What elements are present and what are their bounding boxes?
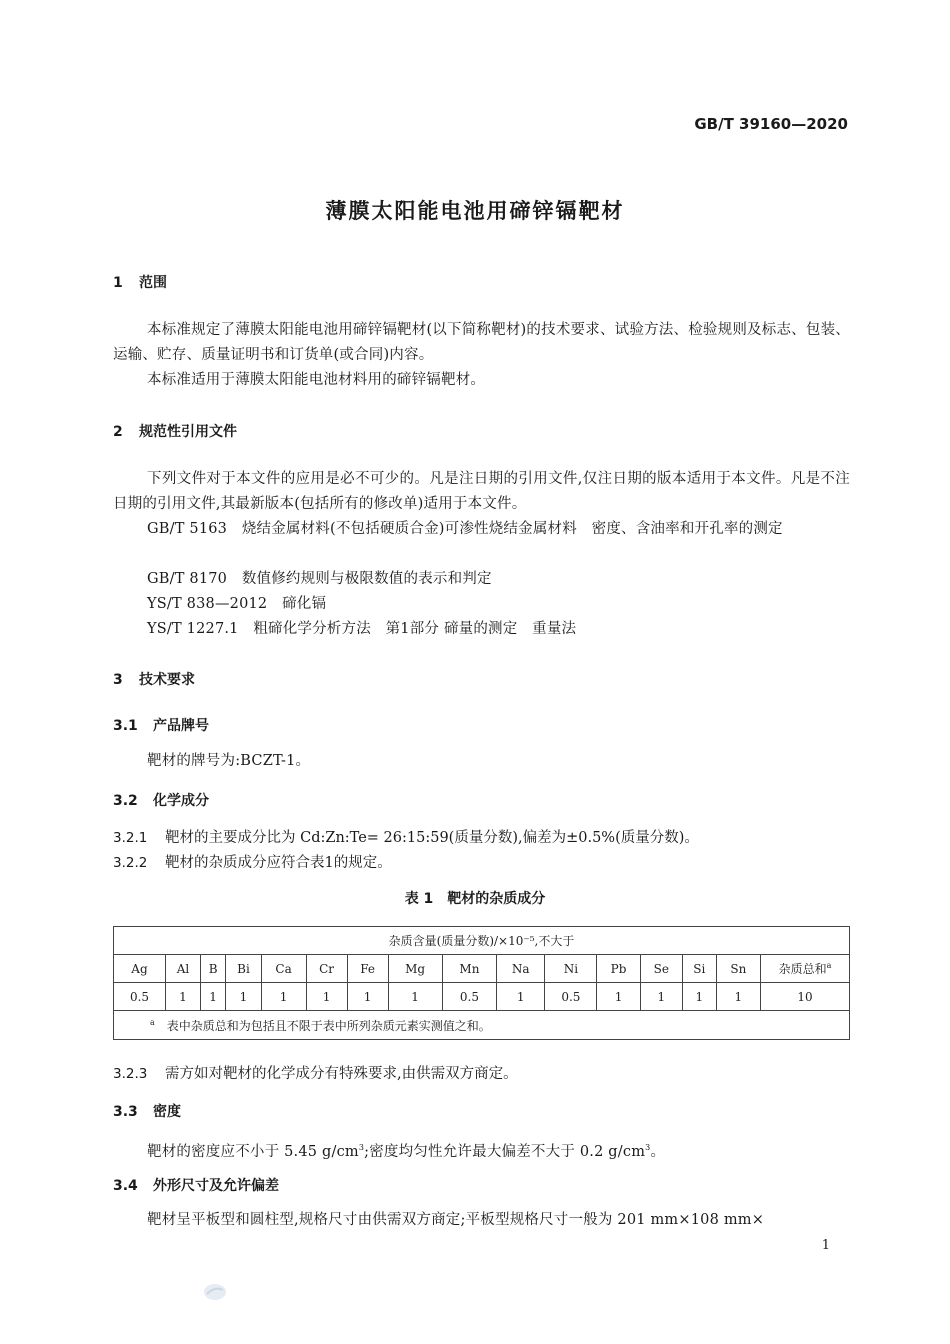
- clause-3-1-heading: [113, 715, 209, 735]
- clause-number: 3.3: [113, 1104, 138, 1120]
- column-header: Ni: [545, 955, 597, 983]
- reference-title: 碲化镉: [282, 596, 327, 612]
- footnote-marker: a: [826, 961, 832, 970]
- clause-text: 靶材的杂质成分应符合表1的规定。: [165, 855, 392, 871]
- clause-3-3-text: [147, 1135, 665, 1165]
- column-header: Se: [640, 955, 682, 983]
- clause-number: 3.2.1: [113, 830, 148, 846]
- column-header: Cr: [306, 955, 347, 983]
- column-header: Pb: [597, 955, 640, 983]
- table-group-header: 杂质含量(质量分数)/×10⁻⁵,不大于: [114, 927, 850, 955]
- clause-title: 产品牌号: [153, 718, 209, 734]
- clause-number: 3.2: [113, 793, 138, 809]
- clause-number: 3.2.3: [113, 1066, 148, 1082]
- column-header: Na: [497, 955, 545, 983]
- section-1-paragraph-2: 本标准适用于薄膜太阳能电池材料用的碲锌镉靶材。: [147, 372, 486, 388]
- clause-3-4-heading: [113, 1175, 279, 1195]
- document-title: 薄膜太阳能电池用碲锌镉靶材: [325, 199, 625, 223]
- clause-title: 密度: [153, 1104, 181, 1120]
- table-cell: 1: [306, 983, 347, 1011]
- section-title: 规范性引用文件: [139, 424, 237, 440]
- section-number: 3: [113, 672, 123, 688]
- clause-number: 3.2.2: [113, 855, 148, 871]
- table-cell: 0.5: [442, 983, 496, 1011]
- section-number: 1: [113, 275, 123, 291]
- column-header: Ca: [261, 955, 306, 983]
- clause-3-2-3: [113, 1062, 518, 1083]
- reference-title: 数值修约规则与极限数值的表示和判定: [241, 571, 492, 587]
- normative-reference: [147, 567, 492, 592]
- reference-code: YS/T 1227.1: [147, 621, 239, 637]
- column-header: Sn: [716, 955, 760, 983]
- clause-3-1-text: 靶材的牌号为:BCZT-1。: [147, 753, 311, 769]
- column-header-label: 杂质总和: [778, 962, 827, 976]
- table-cell: 1: [200, 983, 225, 1011]
- section-3-heading: [113, 669, 195, 689]
- normative-reference: [113, 517, 850, 542]
- column-header: Si: [682, 955, 716, 983]
- reference-title: 烧结金属材料(不包括硬质合金)可渗性烧结金属材料 密度、含油率和开孔率的测定: [241, 521, 783, 537]
- section-2-paragraph-1: 下列文件对于本文件的应用是必不可少的。凡是注日期的引用文件,仅注日期的版本适用于本文件。凡是不注日期的引用文件,其最新版本(包括所有的修改单)适用于本文件。: [113, 471, 850, 512]
- column-header: Al: [165, 955, 200, 983]
- column-header-total: [761, 955, 850, 983]
- column-header: Bi: [226, 955, 261, 983]
- table-footnote: [114, 1011, 850, 1040]
- clause-number: 3.4: [113, 1178, 138, 1194]
- clause-3-4-text: 靶材呈平板型和圆柱型,规格尺寸由供需双方商定;平板型规格尺寸一般为 201 mm×108 mm×: [147, 1212, 765, 1228]
- clause-3-2-heading: [113, 790, 209, 810]
- table-cell: 1: [226, 983, 261, 1011]
- section-number: 2: [113, 424, 123, 440]
- table-cell: 1: [347, 983, 388, 1011]
- section-title: 范围: [139, 275, 167, 291]
- table-header-row: [114, 955, 850, 983]
- superscript: 3: [358, 1143, 365, 1152]
- column-header: Mg: [388, 955, 442, 983]
- reference-code: YS/T 838—2012: [147, 596, 268, 612]
- table-caption: 表 1 靶材的杂质成分: [404, 891, 546, 907]
- sac-logo-icon: [203, 1283, 227, 1301]
- reference-code: GB/T 5163: [147, 521, 228, 537]
- clause-number: 3.1: [113, 718, 138, 734]
- density-text-part: 。: [650, 1143, 666, 1160]
- clause-text: 靶材的主要成分比为 Cd:Zn:Te= 26:15:59(质量分数),偏差为±0.5%(质量分数)。: [165, 830, 699, 846]
- table-cell: 1: [597, 983, 640, 1011]
- section-1-paragraph-1: 本标准规定了薄膜太阳能电池用碲锌镉靶材(以下简称靶材)的技术要求、试验方法、检验规则及标志、包装、运输、贮存、质量证明书和订货单(或合同)内容。: [113, 322, 850, 363]
- column-header: Fe: [347, 955, 388, 983]
- density-text-part: 靶材的密度应不小于 5.45 g/cm: [147, 1143, 359, 1160]
- footnote-text: 表中杂质总和为包括且不限于表中所列杂质元素实测值之和。: [166, 1018, 491, 1033]
- clause-3-2-2: [113, 851, 392, 872]
- section-2-heading: [113, 421, 237, 441]
- section-title: 技术要求: [139, 672, 195, 688]
- clause-text: 需方如对靶材的化学成分有特殊要求,由供需双方商定。: [165, 1066, 518, 1082]
- table-cell: 1: [165, 983, 200, 1011]
- page-number: 1: [821, 1238, 830, 1253]
- table-cell: 1: [640, 983, 682, 1011]
- table-cell: 1: [388, 983, 442, 1011]
- table-cell: 10: [761, 983, 850, 1011]
- table-cell: 1: [716, 983, 760, 1011]
- normative-reference: [147, 617, 576, 642]
- table-cell: 0.5: [114, 983, 166, 1011]
- clause-3-2-1: [113, 826, 699, 847]
- clause-title: 化学成分: [153, 793, 209, 809]
- impurity-table: [113, 926, 850, 1040]
- table-cell: 1: [682, 983, 716, 1011]
- table-row: [114, 983, 850, 1011]
- document-code: GB/T 39160—2020: [694, 115, 848, 133]
- section-1-heading: [113, 272, 167, 292]
- superscript: 3: [645, 1143, 651, 1152]
- clause-3-3-heading: [113, 1101, 181, 1121]
- column-header: Mn: [442, 955, 496, 983]
- normative-reference: [147, 592, 326, 617]
- clause-title: 外形尺寸及允许偏差: [153, 1178, 279, 1194]
- table-cell: 1: [261, 983, 306, 1011]
- column-header: Ag: [114, 955, 166, 983]
- density-text-part: ;密度均匀性允许最大偏差不大于 0.2 g/cm: [364, 1143, 646, 1160]
- reference-code: GB/T 8170: [147, 571, 228, 587]
- column-header: B: [200, 955, 225, 983]
- table-cell: 1: [497, 983, 545, 1011]
- table-cell: 0.5: [545, 983, 597, 1011]
- footnote-marker: a: [150, 1017, 155, 1027]
- reference-title: 粗碲化学分析方法 第1部分 碲量的测定 重量法: [253, 621, 577, 637]
